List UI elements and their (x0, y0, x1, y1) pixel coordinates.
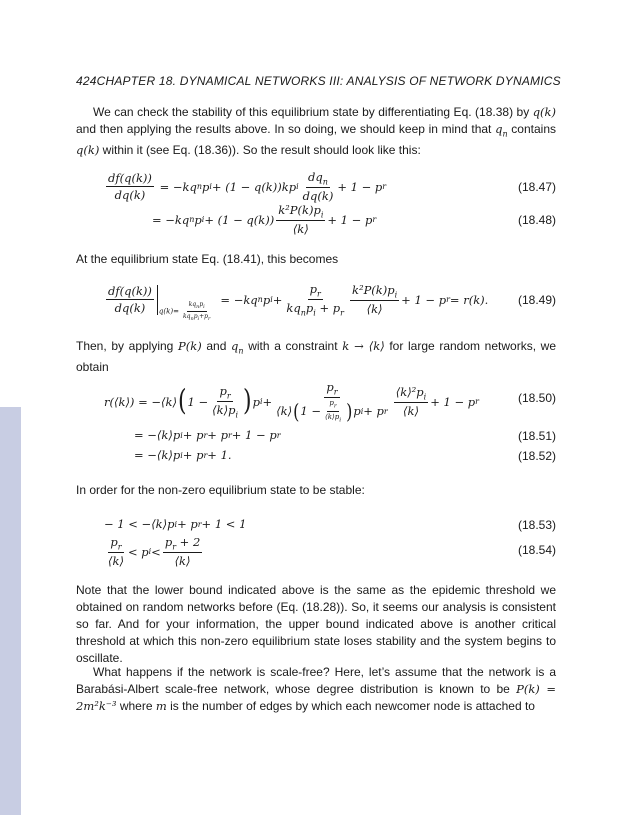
math-inline: q(k) (532, 105, 556, 119)
fraction: $\frac{k^2P(k)p_i}{⟨k⟩}$ (278, 203, 324, 237)
math-inline: P(k) = 2m²k⁻³ (76, 682, 556, 713)
equation-18-47: $\frac{df(q(k))}{dq(k)}$ = −kq n p i + (1 − q(k))kp i $\frac{dq_n}{dq(k)}$ + 1 − p r (18.47) (108, 170, 556, 204)
text: within it (see Eq. (18.36)). So the result should look like this: (99, 143, 421, 158)
text: What happens if the network is scale-free? Here, let’s assume that the network is a Barabási-Albert scale-free network, whose degree distribution is known to be (76, 665, 556, 696)
math-inline: $q_n$ (231, 339, 244, 356)
text: is the number of edges by which each newcomer node is attached to (166, 699, 535, 713)
equation-number: (18.54) (517, 543, 556, 557)
text: with a constraint (243, 339, 343, 353)
equation-number: (18.53) (517, 518, 556, 532)
fraction: $\frac{p_r}{⟨k⟩}$ (108, 535, 124, 569)
paragraph-scale-free (76, 664, 556, 715)
fraction: $\frac{p_r}{kq_np_i + p_r}$ (286, 282, 344, 318)
equation-number: (18.49) (517, 293, 556, 307)
math-inline: k → ⟨k⟩ (342, 339, 385, 353)
equation-number: (18.51) (517, 429, 556, 443)
equation-18-53: − 1 < −⟨k⟩p i + p r + 1 < 1 (18.53) (104, 517, 556, 532)
paragraph-stability-intro (76, 104, 556, 159)
fraction: $\frac{p_r}{⟨k⟩p_i}$ (212, 383, 239, 420)
equation-18-48: = −kq n p i + (1 − q(k)) $\frac{k^2P(k)p_i}{⟨k⟩}$ + 1 − p r (18.48) (152, 203, 556, 237)
equation-number: (18.52) (517, 449, 556, 463)
math-inline: P(k) (178, 339, 202, 353)
equation-18-50: r(⟨k⟩) = −⟨k⟩ ( 1 − $\frac{p_r}{⟨k⟩p_i}$ ) p i + $p_r$ ⟨k⟩ ( 1 − $\frac{p_r}{⟨k⟩p_i}$ ) p i + p r $\frac{⟨k⟩^2p_i}{⟨k⟩}$ + 1 − p r (18.50) (104, 380, 556, 424)
equation-number: (18.47) (517, 180, 556, 194)
equation-18-52: = −⟨k⟩p i + p r + 1. (18.52) (134, 448, 556, 463)
math-inline: m (155, 699, 167, 713)
fraction: $\frac{k^2P(k)p_i}{⟨k⟩}$ (351, 283, 398, 317)
math-inline: q(k) (76, 143, 100, 158)
page-side-tab (0, 407, 21, 815)
equation-18-49: $\frac{df(q(k))}{dq(k)}$ q(k)= $\frac{kq_np_i}{kq_np_i+p_r}$ = −kq n p i + $\frac{p_r}{kq_np_i + p_r}$ $\frac{k^2P(k)p_i}{⟨k⟩}$ + 1 − p r = r(k). (18.49) (108, 282, 556, 323)
text: where (116, 699, 156, 713)
running-header: 424CHAPTER 18. DYNAMICAL NETWORKS III: ANALYSIS OF NETWORK DYNAMICS (76, 74, 561, 88)
text: Then, by applying (76, 339, 179, 353)
paragraph-equilibrium: At the equilibrium state Eq. (18.41), this becomes (76, 252, 339, 266)
fraction: $\frac{p_r + 2}{⟨k⟩}$ (164, 535, 201, 569)
equation-number: (18.50) (517, 391, 556, 405)
text: for large random networks, we obtain (76, 339, 557, 375)
evaluation-bar (157, 285, 158, 315)
equation-number: (18.48) (517, 213, 556, 227)
fraction: $\frac{df(q(k))}{dq(k)}$ (108, 171, 152, 203)
text: contains (507, 122, 557, 136)
fraction: $\frac{dq_n}{dq(k)}$ (302, 170, 334, 204)
paragraph-bounds-note: Note that the lower bound indicated above is the same as the epidemic threshold we obtained on random networks before (Eq. (18.28)). So, it seems our analysis is consistent so far. And for your information, the upper bound indicated above is another critical threshold at which this non-zero equilibrium state loses stability and the system begins to oscillate. (76, 583, 556, 665)
math-inline: $q_n$ (495, 122, 508, 139)
text: We can check the stability of this equilibrium state by differentiating Eq. (18.38) by (93, 105, 533, 119)
evaluation-condition: q(k)= $\frac{kq_np_i}{kq_np_i+p_r}$ (158, 301, 211, 323)
fraction: $\frac{df(q(k))}{dq(k)}$ (108, 284, 152, 316)
text: and then applying the results above. In so doing, we should keep in mind that (76, 122, 496, 136)
paragraph-random-networks (76, 338, 556, 376)
equation-18-51: = −⟨k⟩p i + p r + p r + 1 − p r (18.51) (134, 428, 556, 443)
fraction: $\frac{⟨k⟩^2p_i}{⟨k⟩}$ (395, 384, 427, 419)
paragraph-stability-condition: In order for the non-zero equilibrium state to be stable: (76, 483, 365, 497)
equation-18-54: $\frac{p_r}{⟨k⟩}$ < p i < $\frac{p_r + 2}{⟨k⟩}$ (18.54) (108, 535, 556, 569)
text: and (201, 339, 232, 353)
fraction: $p_r$ ⟨k⟩ ( 1 − $\frac{p_r}{⟨k⟩p_i}$ ) p i + p r (276, 380, 388, 424)
